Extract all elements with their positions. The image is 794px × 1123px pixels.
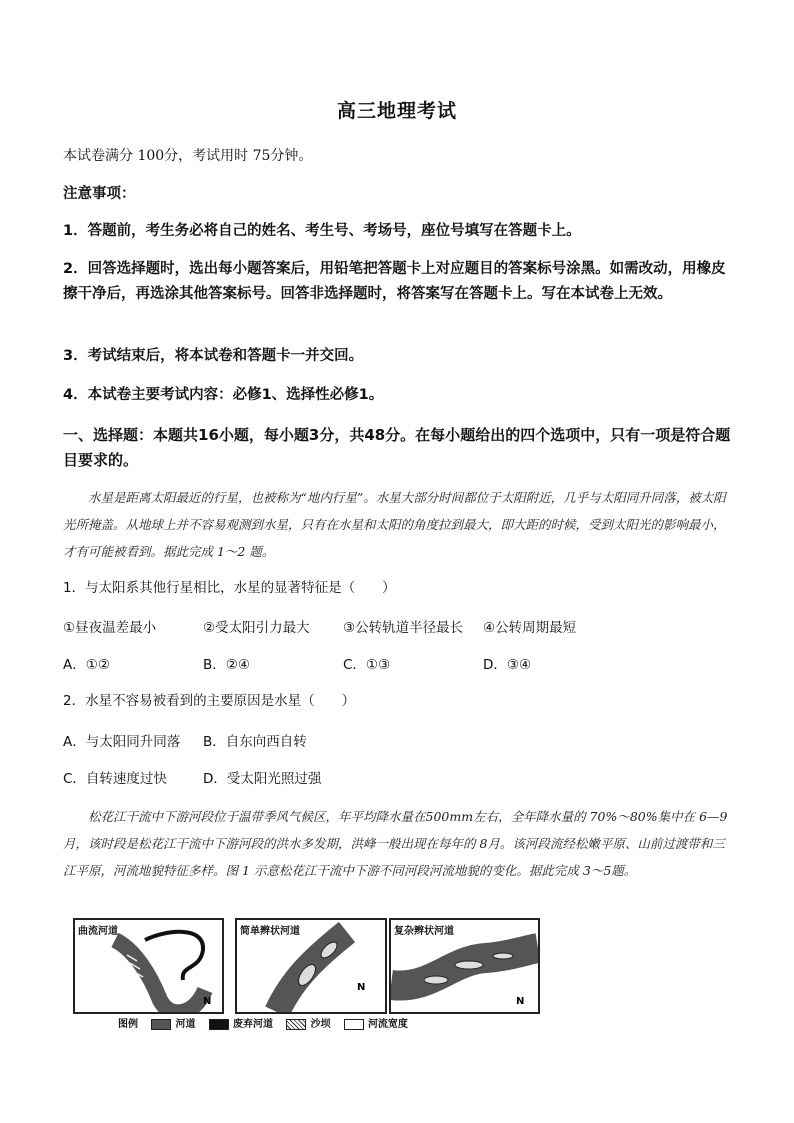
- panel-label-complex-braided: 复杂辫状河道: [394, 926, 454, 937]
- q2-option-b[interactable]: B．自东向西自转: [203, 734, 307, 750]
- exam-info: 本试卷满分 100分，考试用时 75分钟。: [63, 148, 313, 164]
- legend-abandoned-swatch: [209, 1019, 229, 1030]
- legend-title: 图例: [118, 1019, 138, 1030]
- legend-width-swatch: [344, 1019, 364, 1030]
- panel-label-simple-braided: 简单辫状河道: [240, 926, 300, 937]
- figure-panel-meandering: [73, 918, 224, 1014]
- q1-option-b[interactable]: B．②④: [203, 657, 250, 673]
- north-arrow-1: N: [203, 996, 212, 1007]
- q1-statement-4: ④公转周期最短: [483, 620, 577, 636]
- notice-item-2: 2．回答选择题时，选出每小题答案后，用铅笔把答题卡上对应题目的答案标号涂黑。如需改动，用橡皮擦干净后，再选涂其他答案标号。回答非选择题时，将答案写在答题卡上。写在本试卷上无效。: [63, 261, 726, 302]
- figure-legend: [118, 1015, 408, 1030]
- q1-statement-2: ②受太阳引力最大: [203, 620, 310, 636]
- section-heading: 一、选择题：本题共16小题，每小题3分，共48分。在每小题给出的四个选项中，只有一项是符合题目要求的。: [63, 426, 731, 469]
- figure-panel-simple-braided: [235, 918, 387, 1014]
- north-arrow-3: N: [516, 996, 525, 1007]
- complex-braided-river-drawing: [391, 920, 538, 1012]
- notice-item-3: 3．考试结束后，将本试卷和答题卡一并交回。: [63, 348, 364, 364]
- q1-statement-1: ①昼夜温差最小: [63, 620, 157, 636]
- q1-option-a[interactable]: A．①②: [63, 657, 110, 673]
- meandering-river-drawing: [75, 920, 222, 1012]
- q1-option-d[interactable]: D．③④: [483, 657, 532, 673]
- q2-option-a[interactable]: A．与太阳同升同落: [63, 734, 181, 750]
- q1-option-c[interactable]: C．①③: [343, 657, 391, 673]
- question-1-stem: 1．与太阳系其他行星相比，水星的显著特征是（ ）: [63, 580, 396, 596]
- passage-mercury: 水星是距离太阳最近的行星，也被称为“地内行星”。水星大部分时间都位于太阳附近，几乎与太阳同升同落，被太阳光所掩盖。从地球上并不容易观测到水星，只有在水星和太阳的角度拉到最大，即大距的时候，受到太阳光的影响最小，才有可能被看到。据此完成 1～2 题。: [63, 490, 726, 559]
- figure-panel-complex-braided: [389, 918, 540, 1014]
- panel-label-meandering: 曲流河道: [78, 926, 118, 937]
- notice-item-1: 1．答题前，考生务必将自己的姓名、考生号、考场号，座位号填写在答题卡上。: [63, 223, 581, 239]
- notice-heading: 注意事项：: [63, 186, 136, 202]
- q1-statement-3: ③公转轨道半径最长: [343, 620, 464, 636]
- north-arrow-2: N: [357, 982, 366, 993]
- notice-item-4: 4．本试卷主要考试内容：必修1、选择性必修1。: [63, 387, 384, 403]
- legend-width: 河流宽度: [367, 1019, 408, 1030]
- legend-channel: 河道: [175, 1019, 196, 1030]
- simple-braided-river-drawing: [237, 920, 385, 1012]
- q2-option-c[interactable]: C．自转速度过快: [63, 771, 167, 787]
- legend-sandbar: 沙坝: [310, 1019, 331, 1030]
- passage-songhua-river: 松花江干流中下游河段位于温带季风气候区，年平均降水量在500mm左右，全年降水量的 70%～80%集中在 6—9月，该时段是松花江干流中下游河段的洪水多发期，洪峰一般出现在每年的 8月。该河段流经松嫩平原、山前过渡带和三江平原，河流地貌特征多样。图 1 示意松花江干流中下游不同河段河流地貌的变化。据此完成 3～5题。: [63, 809, 728, 878]
- question-2-stem: 2．水星不容易被看到的主要原因是水星（ ）: [63, 693, 356, 709]
- q2-option-d[interactable]: D．受太阳光照过强: [203, 771, 322, 787]
- legend-channel-swatch: [151, 1019, 171, 1030]
- legend-abandoned: 废弃河道: [232, 1019, 273, 1030]
- legend-sandbar-swatch: [286, 1019, 306, 1030]
- exam-title: 高三地理考试: [336, 100, 457, 122]
